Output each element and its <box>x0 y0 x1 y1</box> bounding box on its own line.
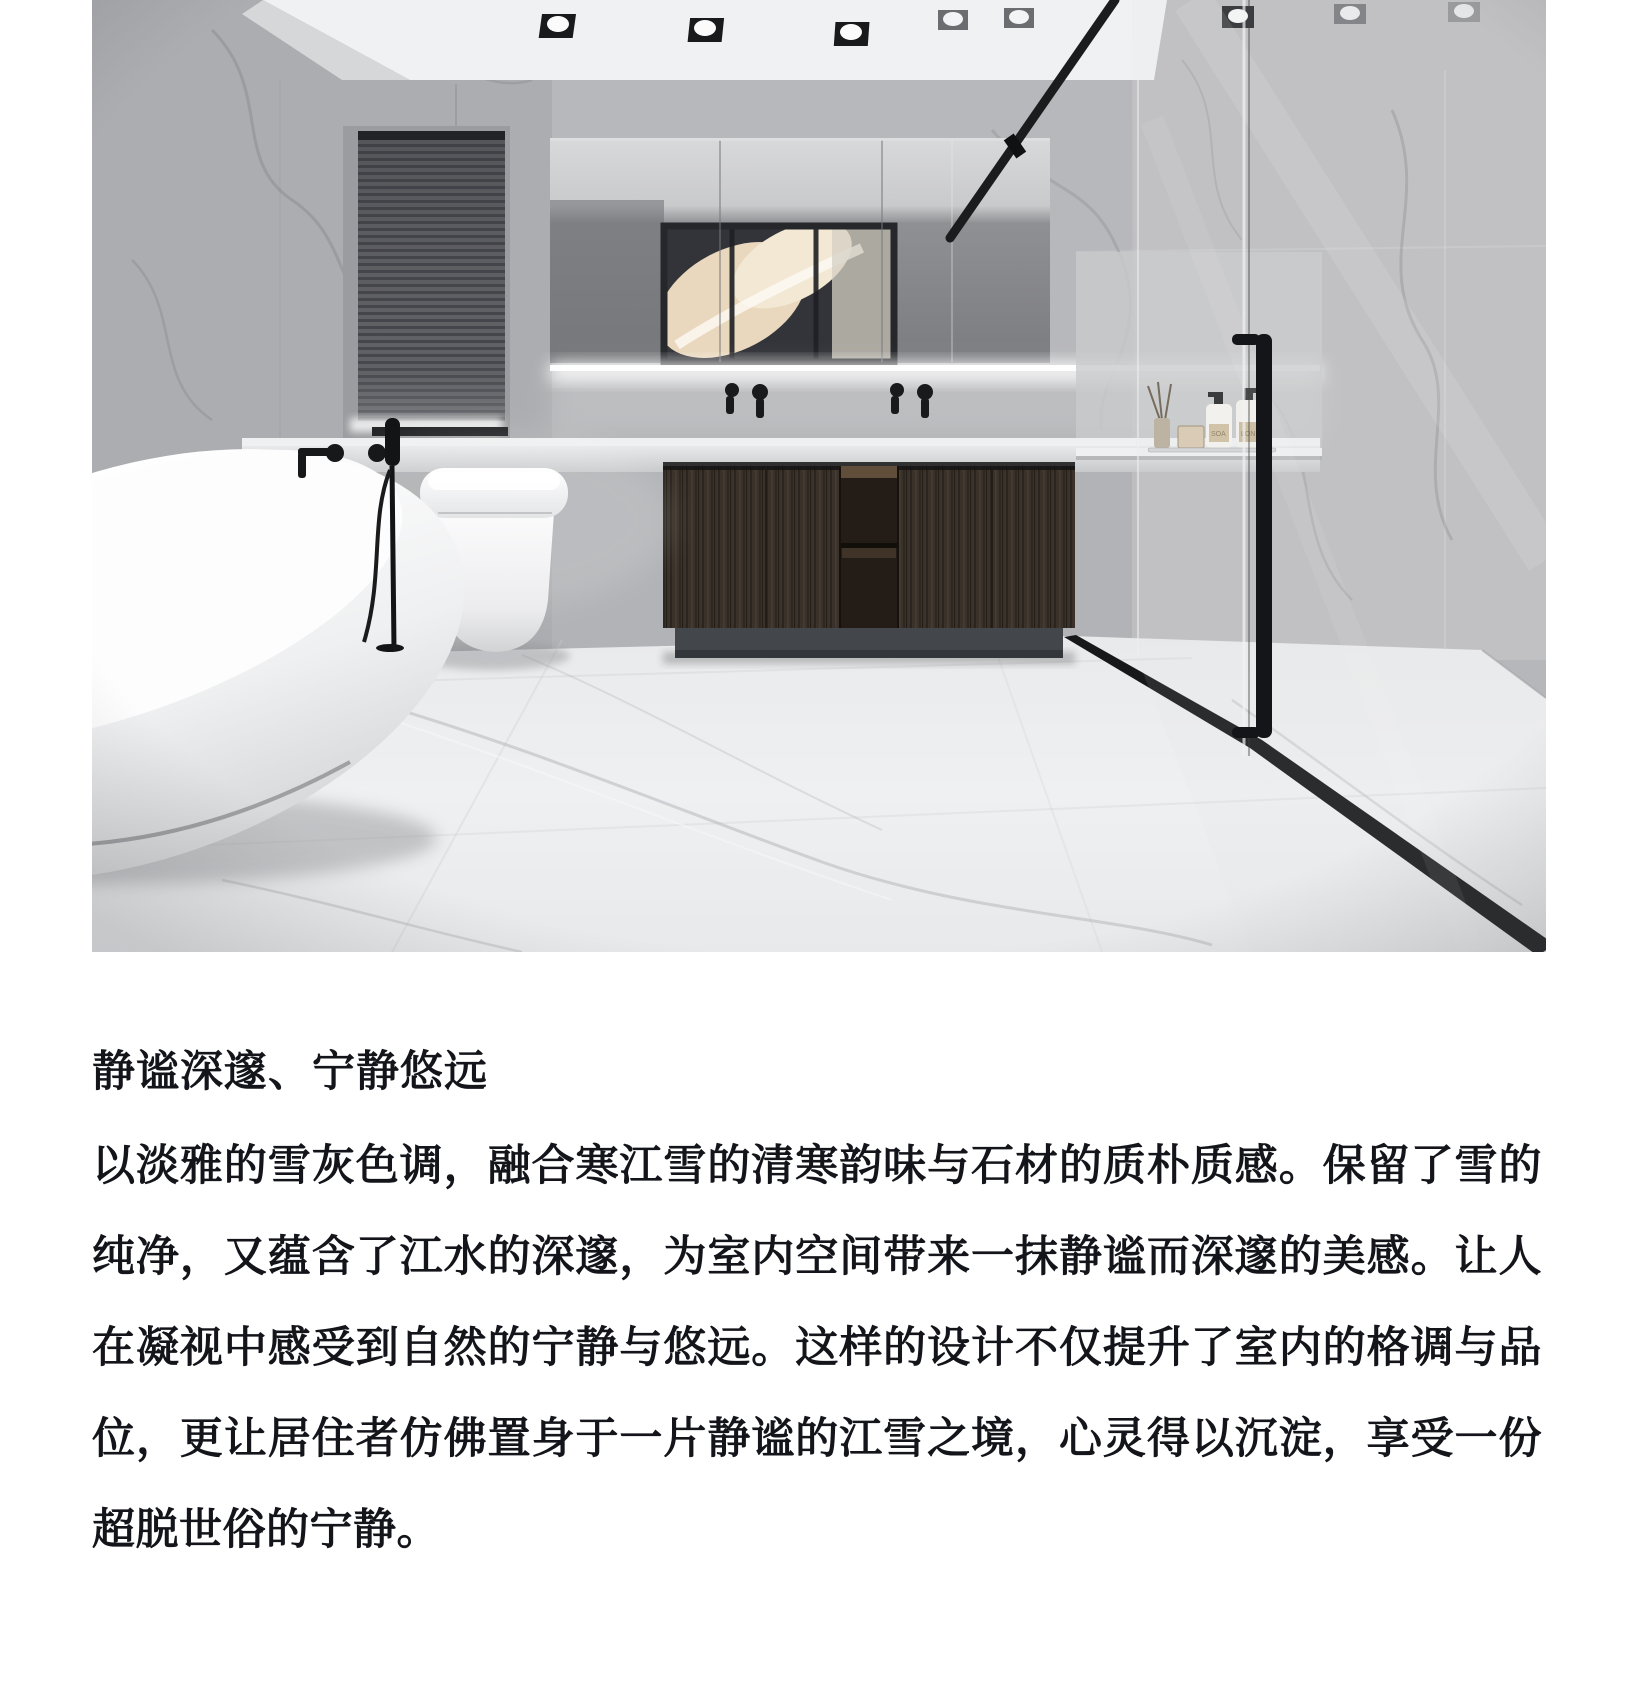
bathroom-render-photo <box>92 0 1546 952</box>
bottom-spacer <box>92 1576 1542 1696</box>
vignette-overlay <box>92 0 1546 952</box>
section-heading: 静谧深邃、宁静悠远 <box>92 1049 488 1096</box>
section-body: 以淡雅的雪灰色调，融合寒江雪的清寒韵味与石材的质朴质感。保留了雪的纯净，又蕴含了江水的深邃，为室内空间带来一抹静谧而深邃的美感。让人在凝视中感受到自然的宁静与悠远。这样的设计不仅提升了室内的格调与品位，更让居住者仿佛置身于一片静谧的江雪之境，心灵得以沉淀，享受一份超脱世俗的宁静。 <box>92 1143 1542 1555</box>
bathroom-scene <box>92 0 1546 952</box>
description-section <box>92 1048 1542 1696</box>
